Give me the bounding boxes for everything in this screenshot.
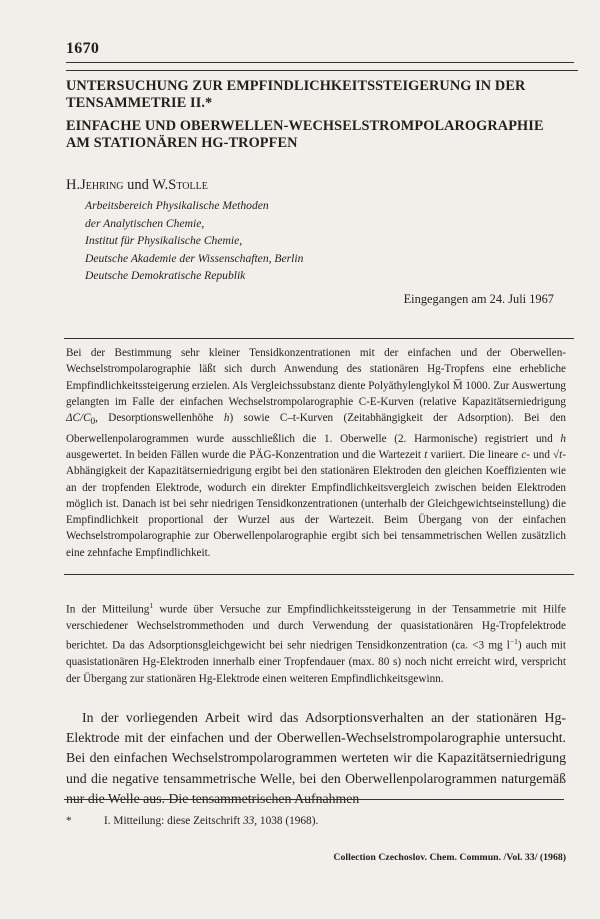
affiliation-line: Deutsche Demokratische Republik <box>85 269 246 283</box>
affiliation-line: der Analytischen Chemie, <box>85 216 205 230</box>
footnote-mark: * <box>66 815 72 827</box>
main-title: UNTERSUCHUNG ZUR EMPFINDLICHKEITSSTEIGERUNG IN DER TENSAMMETRIE II.* <box>66 78 526 111</box>
capacity-ratio: ΔC/C <box>66 412 91 425</box>
footnote-volume: 33, <box>242 815 258 827</box>
affiliation-line: Arbeitsbereich Physikalische Methoden <box>85 199 269 212</box>
symbol-c: c <box>521 449 527 461</box>
unit-exponent: −1 <box>509 637 518 647</box>
affiliation <box>85 197 303 285</box>
symbol-t: t <box>424 449 428 461</box>
authors <box>66 177 208 194</box>
symbol-t: t <box>559 449 563 461</box>
footnote-text: I. Mitteilung: diese Zeitschrift <box>104 815 243 827</box>
abstract <box>66 345 566 561</box>
abstract-text: . Zur Auswertung gelangten im Falle der einfachen Wechselstrompolarographie C-E-Kurven (relative Kapazitätserniedrigung <box>66 379 566 408</box>
abstract-text: , Desorptionswellenhöhe <box>95 412 224 425</box>
journal-reference: Collection Czechoslov. Chem. Commun. /Vol. 33/ (1968) <box>333 852 566 863</box>
header-rule-2 <box>66 70 578 71</box>
subtitle: EINFACHE UND OBERWELLEN-WECHSELSTROMPOLAROGRAPHIE AM STATIONÄREN HG-TROPFEN <box>66 118 544 151</box>
authors-conjunction: und <box>123 177 153 193</box>
affiliation-line: Deutsche Akademie der Wissenschaften, Berlin <box>85 251 304 265</box>
abstract-text: Bei der Bestimmung sehr kleiner Tensidkonzentrationen mit der einfachen und der Oberwellen-Wechselstrompolarographie läßt sich durch Anwendung des stationären Hg-Tropfens eine erhebliche Empfindlichkeitssteigerung erzielen. Als Vergleichssubstanz diente Polyäthylenglykol <box>66 347 566 392</box>
footnote <box>66 815 566 827</box>
intro-text: In der Mitteilung <box>66 603 150 616</box>
footnote-rule <box>64 799 564 800</box>
affiliation-line: Institut für Physikalische Chemie, <box>85 234 243 248</box>
reference-marker: 1 <box>149 601 154 610</box>
author-1-name: Jehring <box>80 177 124 193</box>
author-1-initial: H. <box>66 177 81 193</box>
intro-text: wurde über Versuche zur Empfindlichkeitssteigerung in der Tensammetrie mit Hilfe verschiedener Wechselstrommethoden und durch Verwendung der quasistationären Hg-Tropfelektrode berichtet. Da das Adsorptionsgleichgewicht bei sehr niedrigen Tensidkonzentration (ca. <3 mg l <box>66 603 566 653</box>
page-number: 1670 <box>66 40 100 57</box>
abstract-rule-top <box>64 338 574 339</box>
abstract-rule-bottom <box>64 574 574 575</box>
received-date: Eingegangen am 24. Juli 1967 <box>403 292 554 306</box>
author-2-initial: W. <box>152 177 169 193</box>
abstract-text: - und √ <box>526 449 560 461</box>
abstract-text: variiert. Die lineare <box>427 449 522 461</box>
footnote-text: 1038 (1968). <box>257 815 319 827</box>
symbol-h: h <box>560 432 566 445</box>
title-block <box>66 78 566 152</box>
header-rule <box>66 62 574 63</box>
molar-mass: M̅ 1000 <box>452 379 488 392</box>
abstract-text: -Abhängigkeit der Kapazitätserniedrigung ergibt bei den stationären Elektroden den gleichen Koeffizienten wie an der tropfenden Elektrode, wodurch ein direkter Empfindlichkeitsvergleich zwischen beiden Elektroden möglich ist. Danach ist bei sehr niedrigen Tensidkonzentrationen (unterhalb der Gleichgewichtseinstellung) die Empfindlichkeit proportional der Wurzel aus der Wartezeit. Beim Übergang von der einfachen Wechselstrompolarographie zur Oberwellenpolarographie ergibt sich bei tensammetrischen Wellen zusätzlich eine zehnfache Empfindlichkeit. <box>66 449 566 559</box>
abstract-text: ) sowie C–t-Kurven (Zeitabhängigkeit der Adsorption). Bei den Oberwellenpolarogrammen wurde ausschließlich die 1. Oberwelle (2. Harmonische) registriert und <box>66 412 566 445</box>
body-paragraph: In der vorliegenden Arbeit wird das Adsorptionsverhalten an der stationären Hg-Elektrode mit der einfachen und der Oberwellen-Wechselstrompolarographie untersucht. Bei den einfachen Wechselstrompolarogrammen werteten wir die Kapazitätserniedrigung und die negative tensammetrische Welle, bei den Oberwellenpolarogrammen naturgemäß nur die Welle aus. Die tensammetrischen Aufnahmen <box>66 710 566 806</box>
capacity-ratio-subscript: 0 <box>90 417 96 428</box>
symbol-h: h <box>223 412 230 425</box>
intro-text: ) auch mit quasistationären Hg-Elektroden innerhalb einer Tropfendauer (max. 80 s) noch nicht erreicht wird, verspricht der Übergang zur stationären Hg-Elektrode einen weiteren Empfindlichkeitsgewinn. <box>66 640 566 685</box>
author-2-name: Stolle <box>168 177 208 193</box>
intro-paragraph <box>66 598 566 687</box>
abstract-text: ausgewertet. In beiden Fällen wurde die PÄG-Konzentration und die Wartezeit <box>66 449 425 461</box>
